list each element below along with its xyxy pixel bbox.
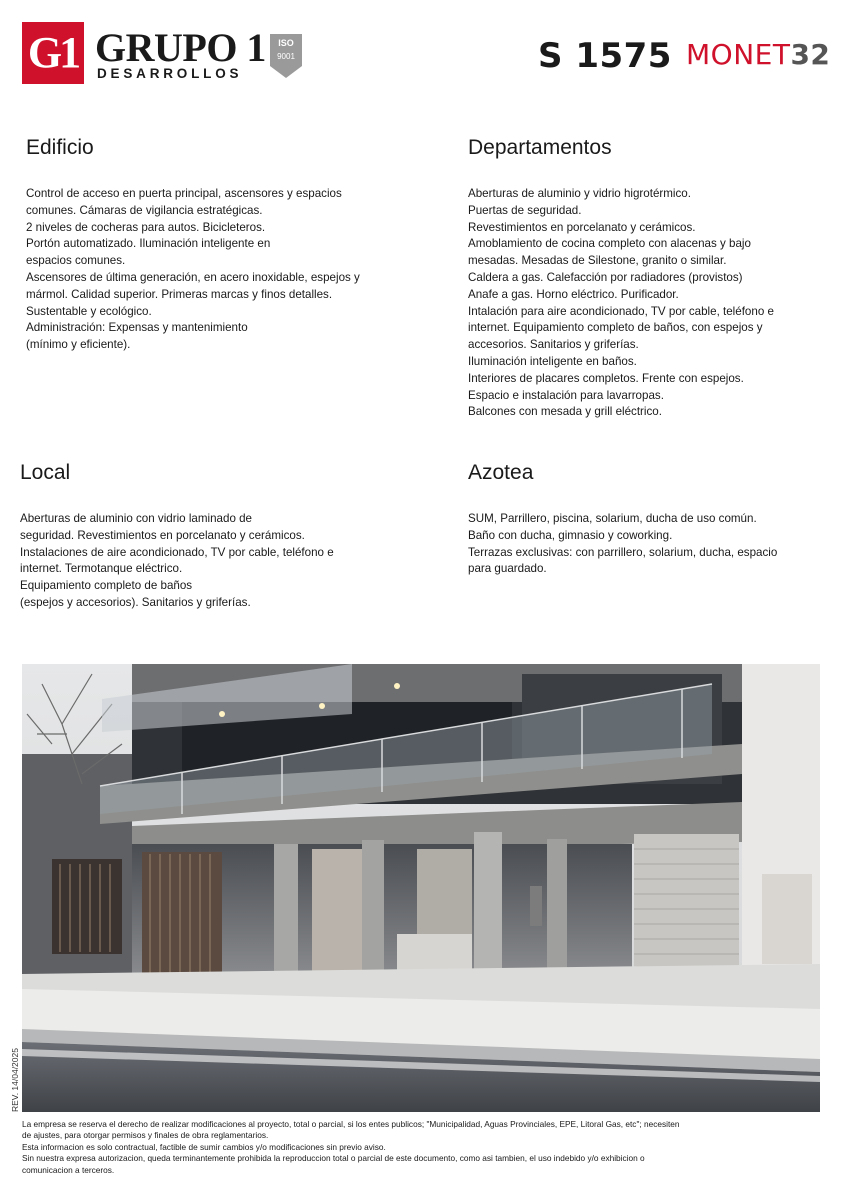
text-line: Equipamiento completo de baños bbox=[20, 579, 193, 593]
company-subtitle: DESARROLLOS bbox=[97, 66, 243, 81]
disclaimer-line: Sin nuestra expresa autorizacion, queda terminantemente prohibida la reproduccion total o parcial de este documento, como asi tambien, el uso indebido y/o exhibicion o bbox=[22, 1153, 645, 1164]
text-line: comunes. Cámaras de vigilancia estratégicas. bbox=[26, 203, 263, 217]
text-line: Puertas de seguridad. bbox=[468, 203, 582, 217]
text-line: SUM, Parrillero, piscina, solarium, ducha de uso común. bbox=[468, 512, 757, 525]
text-line: Caldera a gas. Calefacción por radiadores (provistos) bbox=[468, 270, 743, 284]
text-line: seguridad. Revestimientos en porcelanato y cerámicos. bbox=[20, 528, 305, 542]
project-brand bbox=[686, 38, 830, 71]
disclaimer-line: Esta informacion es solo contractual, factible de sumir cambios y/o modificaciones sin previo aviso. bbox=[22, 1141, 386, 1152]
section-title-departamentos: Departamentos bbox=[468, 136, 612, 159]
text-line: internet. Equipamiento completo de baños, con espejos y bbox=[468, 321, 763, 335]
text-line: 2 niveles de cocheras para autos. Bicicleteros. bbox=[26, 220, 266, 234]
text-line: espacios comunes. bbox=[26, 254, 126, 268]
section-body-local bbox=[20, 511, 334, 612]
iso-number: 9001 bbox=[277, 52, 295, 61]
project-code: S 1575 bbox=[538, 36, 672, 76]
text-line: Aberturas de aluminio y vidrio higrotérmico. bbox=[468, 187, 691, 200]
section-body-azotea bbox=[468, 511, 777, 578]
text-line: Administración: Expensas y mantenimiento bbox=[26, 321, 248, 335]
text-line: (espejos y accesorios). Sanitarios y griferías. bbox=[20, 595, 251, 609]
brand-word: MONET bbox=[686, 38, 791, 71]
section-title-local: Local bbox=[20, 461, 71, 484]
text-line: Portón automatizado. Iluminación inteligente en bbox=[26, 237, 271, 251]
text-line: Terrazas exclusivas: con parrillero, solarium, ducha, espacio bbox=[468, 545, 778, 559]
text-line: Ascensores de última generación, en acero inoxidable, espejos y bbox=[26, 270, 360, 284]
text-line: accesorios. Sanitarios y griferías. bbox=[468, 338, 639, 352]
disclaimer-line: comunicacion a terceros. bbox=[22, 1164, 115, 1175]
revision-label: REV. 14/04/2025 bbox=[10, 1048, 20, 1112]
disclaimer bbox=[22, 1119, 822, 1176]
text-line: Interiores de placares completos. Frente con espejos. bbox=[468, 371, 744, 385]
text-line: Intalación para aire acondicionado, TV por cable, teléfono e bbox=[468, 304, 774, 318]
section-body-edificio bbox=[26, 186, 360, 354]
text-line: Iluminación inteligente en baños. bbox=[468, 354, 637, 368]
iso-badge-icon bbox=[270, 34, 302, 78]
text-line: Instalaciones de aire acondicionado, TV por cable, teléfono e bbox=[20, 545, 334, 559]
section-title-edificio: Edificio bbox=[26, 136, 94, 159]
disclaimer-line: de ajustes, para otorgar permisos y finales de obra reglamentarios. bbox=[22, 1130, 269, 1141]
company-name: GRUPO 1 bbox=[95, 25, 266, 70]
text-line: mármol. Calidad superior. Primeras marcas y finos detalles. bbox=[26, 287, 333, 301]
g1-logo-mark: G1 bbox=[22, 22, 84, 84]
building-rendering bbox=[22, 664, 820, 1112]
text-line: Control de acceso en puerta principal, ascensores y espacios bbox=[26, 187, 342, 200]
text-line: Aberturas de aluminio con vidrio laminado de bbox=[20, 512, 253, 525]
brand-number: 32 bbox=[790, 38, 831, 71]
disclaimer-line: La empresa se reserva el derecho de realizar modificaciones al proyecto, total o parcial, si los entes publicos; "Municipalidad, Aguas Provinciales, EPE, Litoral Gas, etc"; necesiten bbox=[22, 1119, 680, 1129]
text-line: Revestimientos en porcelanato y cerámicos. bbox=[468, 220, 696, 234]
iso-label: ISO bbox=[278, 38, 294, 48]
text-line: Sustentable y ecológico. bbox=[26, 304, 152, 318]
text-line: Balcones con mesada y grill eléctrico. bbox=[468, 405, 662, 419]
text-line: Baño con ducha, gimnasio y coworking. bbox=[468, 528, 673, 542]
text-line: Anafe a gas. Horno eléctrico. Purificador. bbox=[468, 287, 679, 301]
text-line: Amoblamiento de cocina completo con alacenas y bajo bbox=[468, 237, 751, 251]
text-line: mesadas. Mesadas de Silestone, granito o similar. bbox=[468, 254, 727, 268]
section-body-departamentos bbox=[468, 186, 774, 421]
text-line: (mínimo y eficiente). bbox=[26, 338, 131, 352]
section-title-azotea: Azotea bbox=[468, 461, 534, 484]
text-line: internet. Termotanque eléctrico. bbox=[20, 562, 183, 576]
text-line: para guardado. bbox=[468, 562, 547, 576]
text-line: Espacio e instalación para lavarropas. bbox=[468, 388, 664, 402]
